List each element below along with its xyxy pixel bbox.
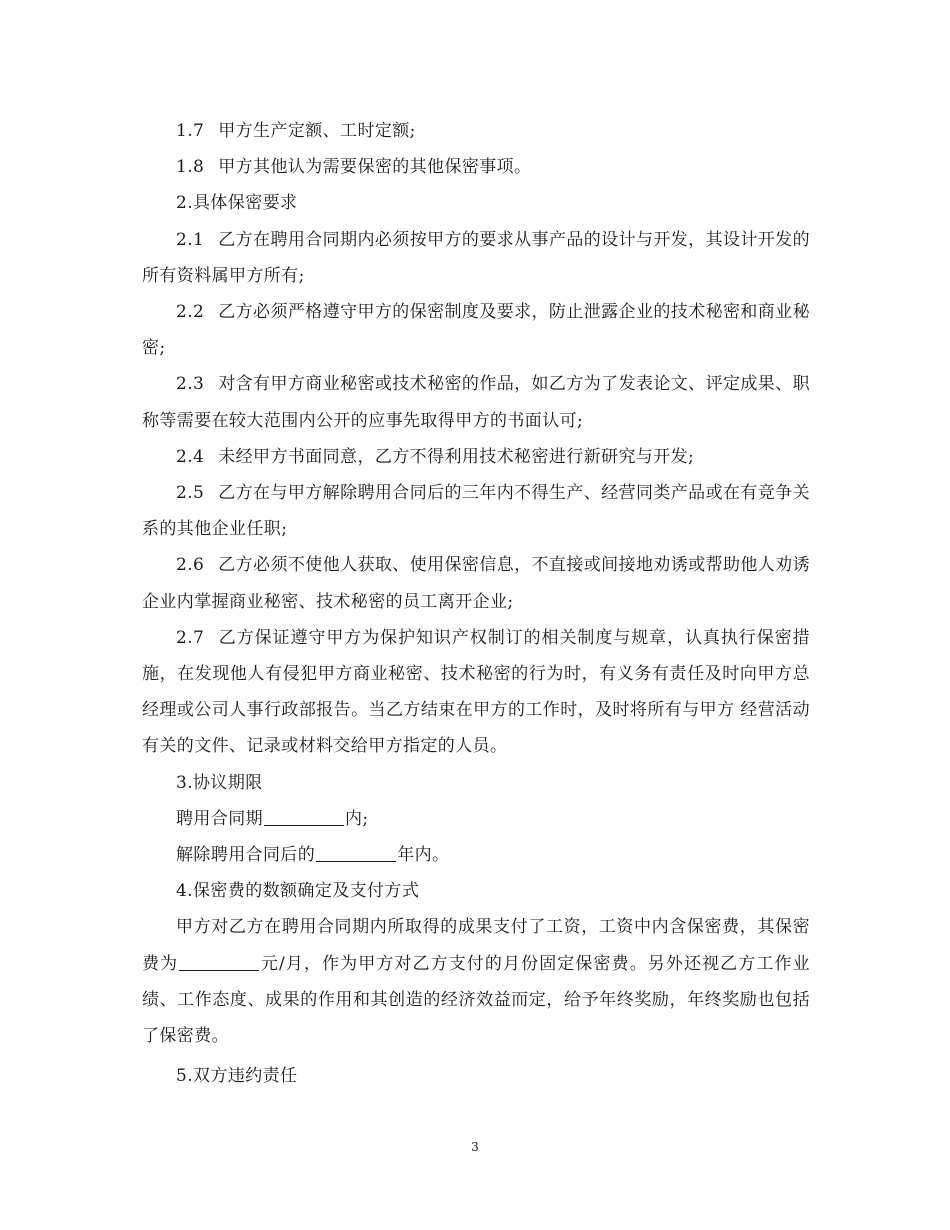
clause-2-3 xyxy=(142,366,810,438)
clause-2-2 xyxy=(142,294,810,366)
clause-2-5 xyxy=(142,475,810,547)
clause-text: 乙方在与甲方解除聘用合同后的三年内不得生产、经营同类产品或在有竞争关系的其他企业任职; xyxy=(142,483,810,540)
term-label: 聘用合同期 xyxy=(176,808,263,829)
clause-number: 2.1 xyxy=(176,229,205,250)
clause-2-1 xyxy=(142,222,810,294)
page-number: 3 xyxy=(471,1140,479,1154)
clause-2-6 xyxy=(142,547,810,619)
section-3-heading: 3.协议期限 xyxy=(176,772,263,793)
clause-2-7 xyxy=(142,620,810,765)
section-2-heading: 2.具体保密要求 xyxy=(176,193,298,214)
clause-2-4 xyxy=(142,439,810,475)
term-suffix: 年内。 xyxy=(397,845,450,866)
section-4-text-start: 甲方对乙方在聘用合同期内所取得的成果支付了工资，工资中内含保密费，其保密费为 xyxy=(142,917,810,974)
clause-text: 乙方保证遵守甲方为保护知识产权制订的相关制度与规章，认真执行保密措施，在发现他人有侵犯甲方商业秘密、技术秘密的行为时，有义务有责任及时向甲方总经理或公司人事行政部报告。当乙方结束在甲方的工作时，及时将所有与甲方 经营活动有关的文件、记录或材料交给甲方指定的人员。 xyxy=(142,627,810,757)
clause-1-7 xyxy=(142,113,810,149)
clause-1-8 xyxy=(142,149,810,185)
clause-text: 乙方在聘用合同期内必须按甲方的要求从事产品的设计与开发，其设计开发的所有资料属甲方所有; xyxy=(142,229,810,286)
section-4-heading: 4.保密费的数额确定及支付方式 xyxy=(176,881,420,902)
section-4-body xyxy=(142,909,810,1054)
clause-number: 2.2 xyxy=(176,302,205,323)
term-label: 解除聘用合同后的 xyxy=(176,845,316,866)
clause-text: 未经甲方书面同意，乙方不得利用技术秘密进行新研究与开发; xyxy=(218,446,695,467)
clause-text: 对含有甲方商业秘密或技术秘密的作品，如乙方为了发表论文、评定成果、职称等需要在较大范围内公开的应事先取得甲方的书面认可; xyxy=(142,374,810,431)
clause-number: 1.7 xyxy=(176,121,205,141)
clause-number: 2.4 xyxy=(176,446,205,467)
clause-number: 2.3 xyxy=(176,374,205,395)
term-line-employment xyxy=(142,801,810,837)
document-body xyxy=(142,113,810,1094)
term-suffix: 内; xyxy=(345,808,369,829)
clause-number: 1.8 xyxy=(176,157,205,178)
clause-text: 甲方其他认为需要保密的其他保密事项。 xyxy=(218,157,532,178)
clause-text: 乙方必须不使他人获取、使用保密信息，不直接或间接地劝诱或帮助他人劝诱企业内掌握商业秘密、技术秘密的员工离开企业; xyxy=(142,555,810,612)
fill-in-blank[interactable] xyxy=(264,803,344,826)
fill-in-blank[interactable] xyxy=(316,839,396,862)
clause-number: 2.6 xyxy=(176,555,205,576)
section-4-text-end: 元/月，作为甲方对乙方支付的月份固定保密费。另外还视乙方工作业绩、工作态度、成果的作用和其创造的经济效益而定，给予年终奖励，年终奖励也包括了保密费。 xyxy=(142,953,810,1047)
term-line-after-termination xyxy=(142,837,810,873)
clause-number: 2.5 xyxy=(176,483,205,504)
fill-in-blank[interactable] xyxy=(179,948,259,971)
clause-text: 甲方生产定额、工时定额; xyxy=(218,121,416,141)
clause-number: 2.7 xyxy=(176,627,205,648)
section-5-heading: 5.双方违约责任 xyxy=(176,1066,298,1087)
clause-text: 乙方必须严格遵守甲方的保密制度及要求，防止泄露企业的技术秘密和商业秘密; xyxy=(142,302,810,359)
